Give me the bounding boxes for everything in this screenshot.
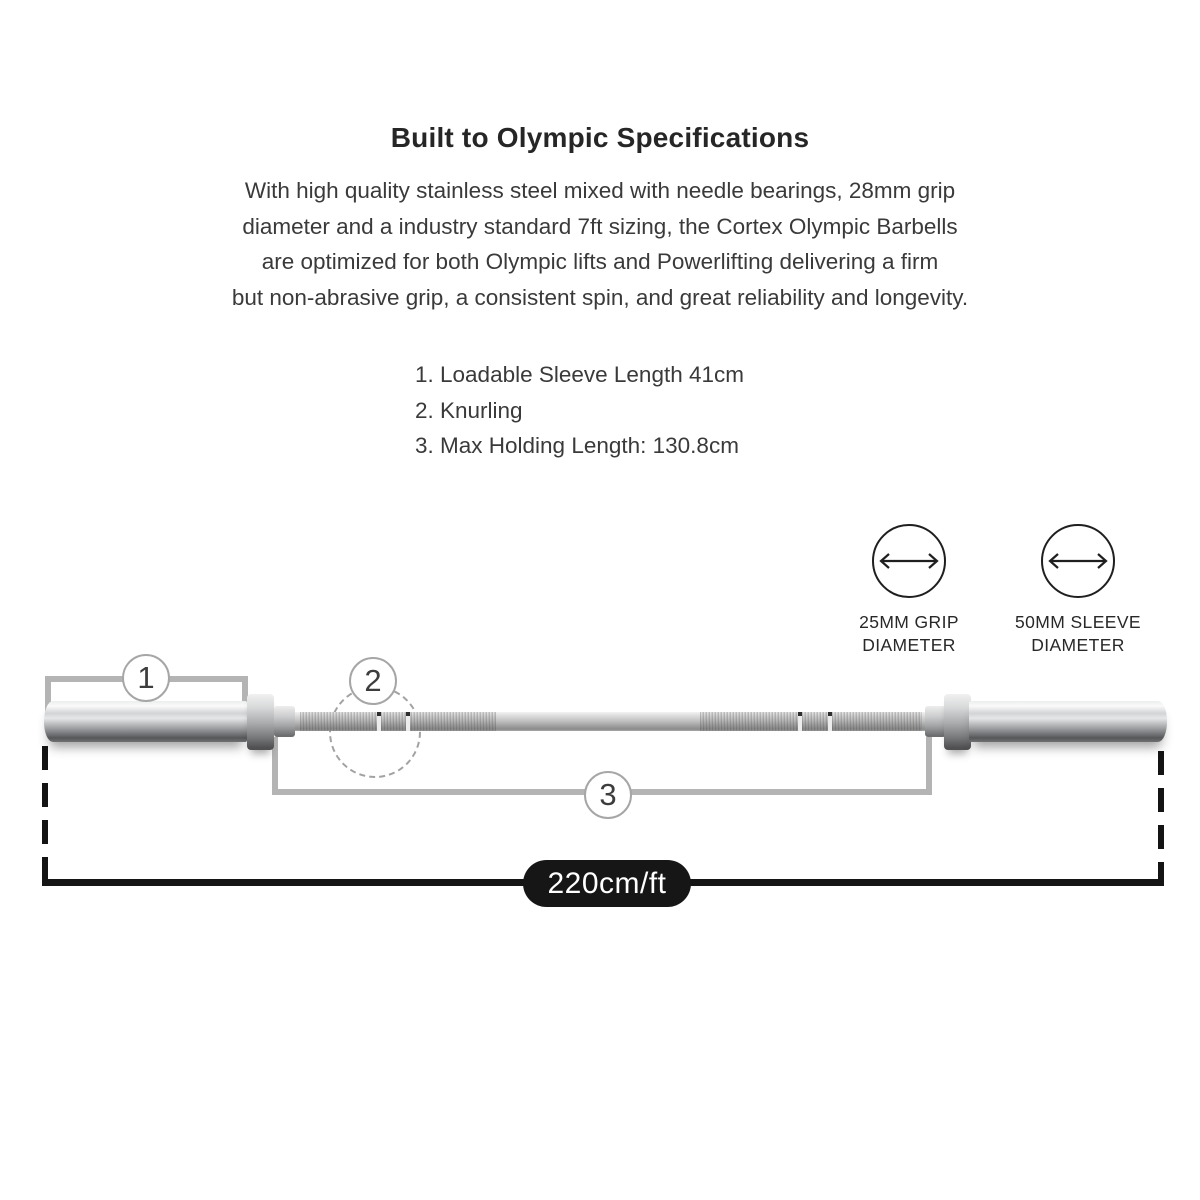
spec-list [415,357,744,464]
sleeve-diameter-label: 50MM SLEEVE DIAMETER [1015,612,1141,655]
barbell-left-step [274,706,295,737]
knurl-ring-mark [798,712,802,731]
description-line: With high quality stainless steel mixed with needle bearings, 28mm grip [244,178,956,203]
total-length-badge: 220cm/ft [523,860,691,907]
knurl-ring-mark [828,712,832,731]
dimension-extension-line-left [42,746,48,881]
spec-item-sleeve-length: 1. Loadable Sleeve Length 41cm [415,362,744,387]
callout-1-sleeve-length: 1 [122,654,170,702]
description-line: diameter and a industry standard 7ft sizing, the Cortex Olympic Barbells [242,213,958,239]
dimension-extension-line-right [1158,751,1164,881]
grip-diameter-label: 25MM GRIP DIAMETER [859,612,959,655]
description-line: but non-abrasive grip, a consistent spin, and great reliability and longevity. [231,284,969,310]
callout-3-max-holding-length: 3 [584,771,632,819]
sleeve-diameter-badge [1010,524,1146,657]
callout-2-knurling: 2 [349,657,397,705]
spec-item-max-holding-length: 3. Max Holding Length: 130.8cm [415,433,739,458]
barbell-right-sleeve [969,701,1167,742]
double-arrow-icon [878,551,940,571]
diameter-circle-icon [872,524,946,598]
barbell-knurling-left [300,712,496,731]
knurl-ring-mark [377,712,381,731]
barbell-knurling-right [700,712,922,731]
diameter-circle-icon [1041,524,1115,598]
barbell-left-sleeve [44,701,247,742]
page-title: Built to Olympic Specifications [390,122,810,153]
grip-diameter-badge [841,524,977,657]
barbell-right-step [925,706,946,737]
knurl-ring-mark [406,712,410,731]
spec-item-knurling: 2. Knurling [415,397,523,423]
barbell-left-collar [247,694,274,750]
description [0,173,1200,315]
double-arrow-icon [1047,551,1109,571]
barbell-right-collar [944,694,971,750]
description-line: are optimized for both Olympic lifts and Powerlifting delivering a firm [261,249,939,274]
